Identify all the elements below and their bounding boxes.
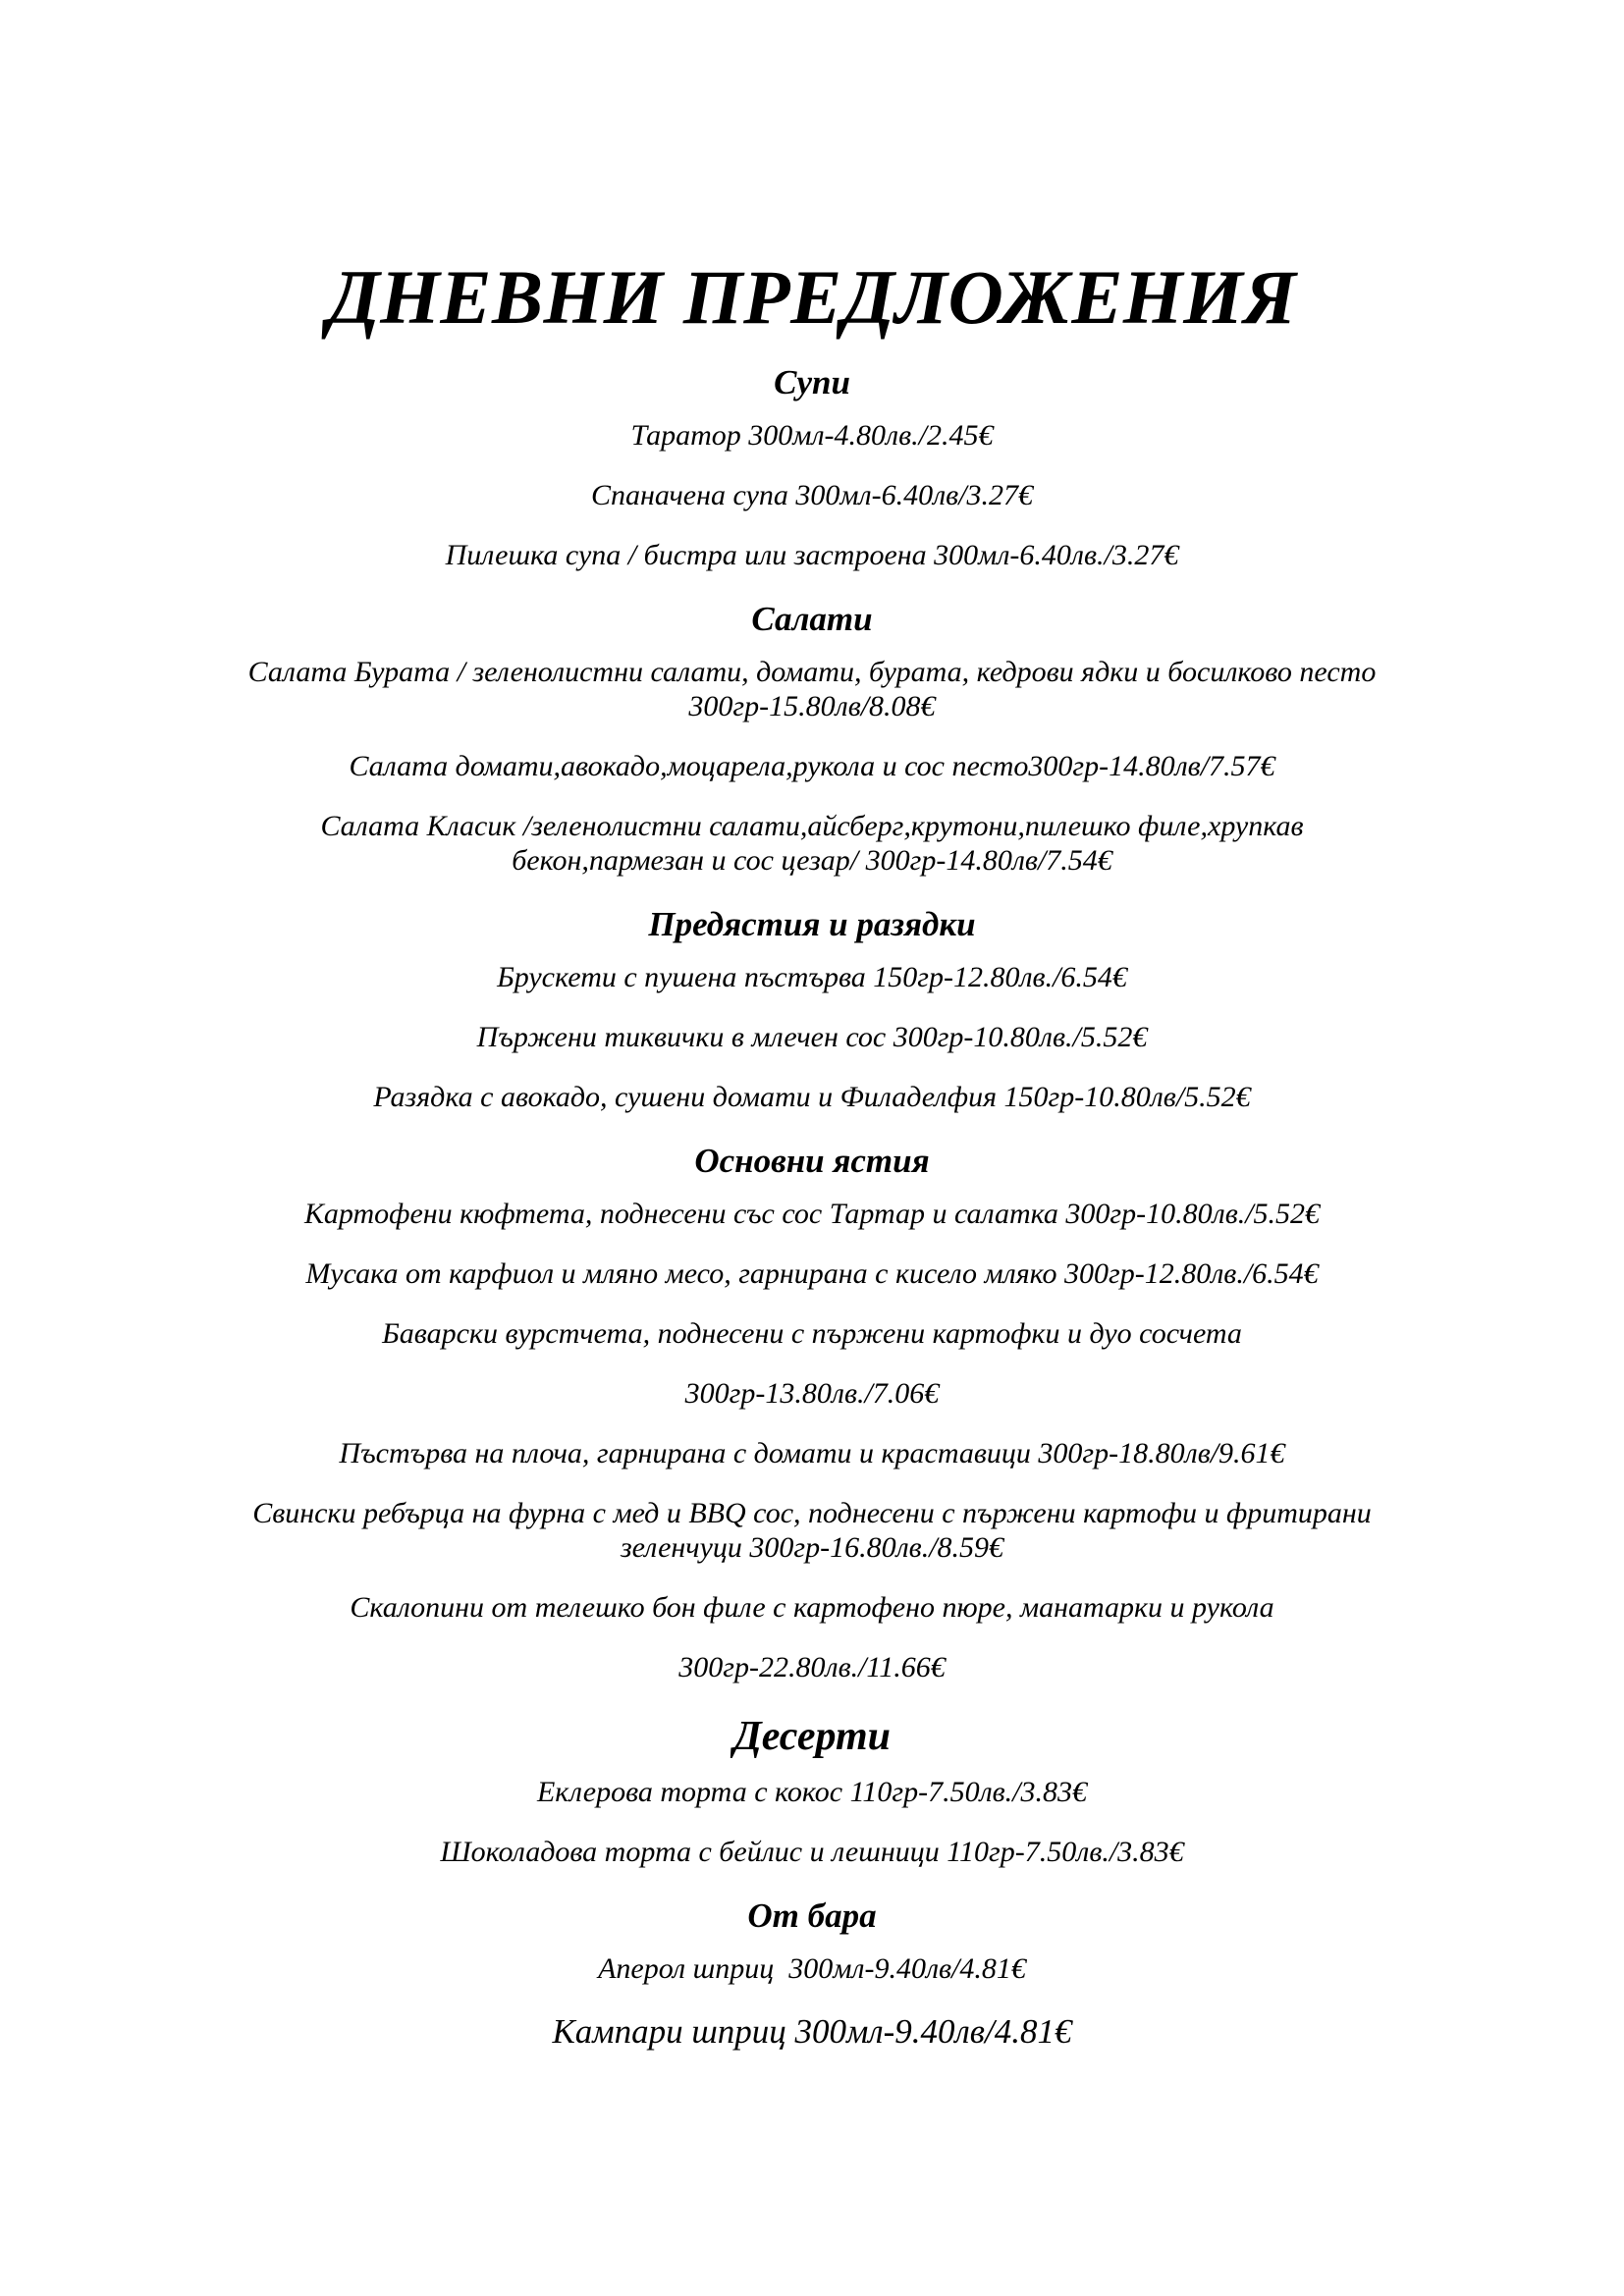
menu-item-price-line: 300гр-22.80лв./11.66€	[678, 1651, 946, 1683]
section-heading: Салати	[751, 600, 873, 638]
menu-item: Еклерова торта с кокос 110гр-7.50лв./3.83€	[536, 1776, 1088, 1808]
menu-item: Аперол шприц 300мл-9.40лв/4.81€	[598, 1952, 1026, 1985]
menu-item: Таратор 300мл-4.80лв./2.45€	[630, 419, 994, 452]
section-heading: Супи	[774, 363, 850, 401]
section-heading: От бара	[747, 1896, 877, 1935]
section-soups	[0, 361, 1624, 572]
section-heading: Десерти	[733, 1714, 891, 1759]
menu-item: Салата Класик /зеленолистни салати,айсберг,крутони,пилешко филе,хрупкав бекон,пармезан и сос цезар/ 300гр-14.80лв/7.54€	[320, 810, 1312, 877]
page-title: ДНЕВНИ ПРЕДЛОЖЕНИЯ	[327, 254, 1297, 340]
menu-item: Брускети с пушена пъстърва 150гр-12.80лв./6.54€	[497, 961, 1127, 993]
section-heading: Предястия и разядки	[648, 905, 976, 943]
menu-item: Картофени кюфтета, поднесени със сос Тартар и салатка 300гр-10.80лв./5.52€	[303, 1198, 1321, 1230]
section-bar	[0, 1895, 1624, 2053]
section-starters	[0, 903, 1624, 1114]
section-main-courses	[0, 1140, 1624, 1684]
section-heading: Основни ястия	[694, 1142, 930, 1180]
menu-item: Скалопини от телешко бон филе с картофено пюре, манатарки и рукола	[350, 1591, 1274, 1624]
menu-item: Свински ребърца на фурна с мед и BBQ сос, поднесени с пържени картофи и фритирани зеленчуци 300гр-16.80лв./8.59€	[252, 1497, 1380, 1564]
menu-item: Пъстърва на плоча, гарнирана с домати и краставици 300гр-18.80лв/9.61€	[339, 1437, 1285, 1469]
section-desserts	[0, 1712, 1624, 1869]
menu-item: Пържени тиквички в млечен сос 300гр-10.80лв./5.52€	[476, 1021, 1148, 1053]
menu-item: Пилешка супа / бистра или застроена 300мл-6.40лв./3.27€	[445, 539, 1179, 571]
section-salads	[0, 598, 1624, 878]
menu-item: Спаначена супа 300мл-6.40лв/3.27€	[590, 479, 1034, 511]
menu-item: Кампари шприц 300мл-9.40лв/4.81€	[552, 2012, 1072, 2051]
menu-item: Баварски вурстчета, поднесени с пържени картофки и дуо сосчета	[382, 1317, 1242, 1350]
menu-item: Разядка с авокадо, сушени домати и Филаделфия 150гр-10.80лв/5.52€	[373, 1081, 1251, 1113]
menu-item: Шоколадова торта с бейлис и лешници 110гр-7.50лв./3.83€	[440, 1836, 1184, 1868]
menu-item: Салата домати,авокадо,моцарела,рукола и сос песто300гр-14.80лв/7.57€	[349, 750, 1275, 782]
menu-item: Салата Бурата / зеленолистни салати, домати, бурата, кедрови ядки и босилково песто 300гр-15.80лв/8.08€	[247, 656, 1383, 722]
menu-item: Мусака от карфиол и мляно месо, гарнирана с кисело мляко 300гр-12.80лв./6.54€	[305, 1257, 1319, 1290]
menu-item-price-line: 300гр-13.80лв./7.06€	[684, 1377, 940, 1410]
